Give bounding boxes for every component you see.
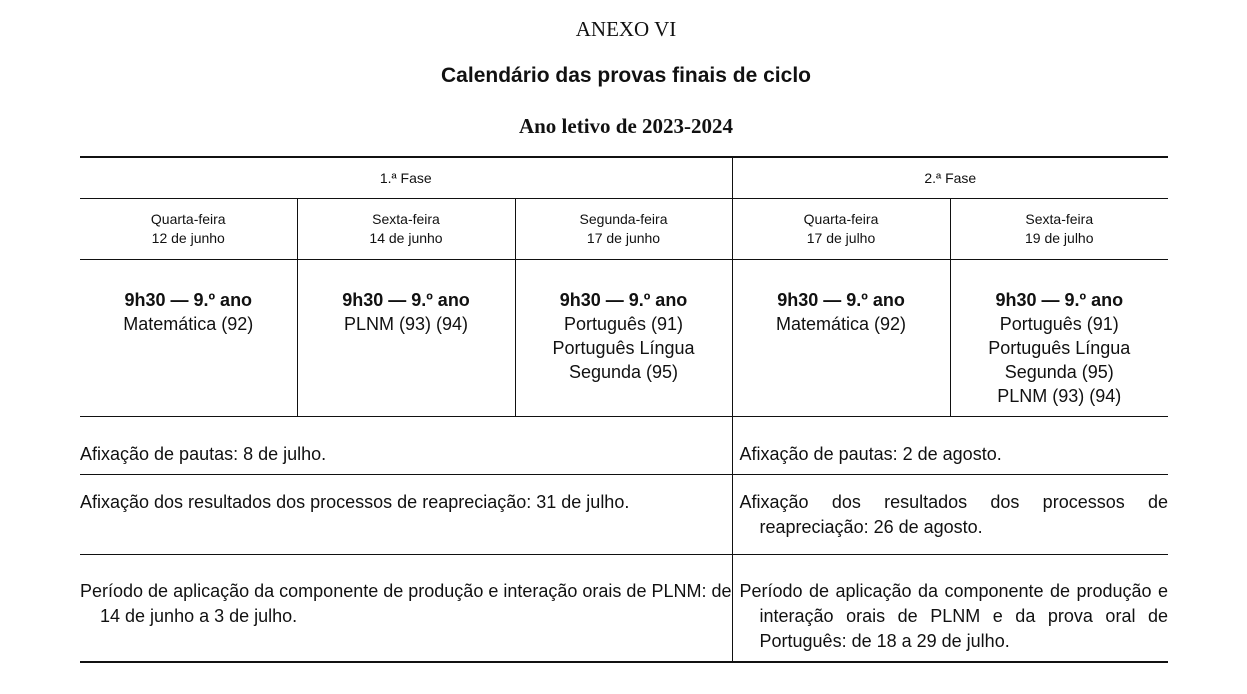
school-year: Ano letivo de 2023-2024 bbox=[518, 114, 734, 138]
exam-subject: Português (91) bbox=[999, 314, 1119, 334]
annex-label: ANEXO VI bbox=[575, 17, 677, 41]
document-title: Calendário das provas finais de ciclo bbox=[441, 64, 811, 87]
date: 12 de junho bbox=[151, 230, 225, 246]
phase-1-grades-posting bbox=[80, 417, 732, 475]
phase-1-review-results bbox=[80, 475, 732, 555]
note-text: Afixação dos resultados dos processos de reapreciação: 31 de julho. bbox=[80, 492, 630, 512]
phase-header-row bbox=[80, 157, 1168, 199]
date: 17 de julho bbox=[806, 230, 876, 246]
grades-posting-row bbox=[80, 417, 1168, 475]
phase-2-oral-period bbox=[732, 555, 1168, 662]
oral-component-row bbox=[80, 555, 1168, 662]
weekday: Quarta-feira bbox=[803, 211, 879, 227]
exam-subject: Segunda (95) bbox=[1004, 362, 1114, 382]
exam-subject: Matemática (92) bbox=[775, 314, 907, 334]
exam-subject: PLNM (93) (94) bbox=[343, 314, 469, 334]
day-cell bbox=[950, 199, 1168, 260]
weekday: Sexta-feira bbox=[1025, 211, 1094, 227]
exam-time: 9h30 — 9.º ano bbox=[342, 290, 470, 310]
date: 14 de junho bbox=[369, 230, 443, 246]
phase-2-review-results bbox=[732, 475, 1168, 555]
phase-1-oral-period bbox=[80, 555, 732, 662]
exam-subject: Português Língua bbox=[988, 338, 1131, 358]
exam-subject: Segunda (95) bbox=[568, 362, 679, 382]
exam-subject: PLNM (93) (94) bbox=[997, 386, 1122, 406]
weekday: Quarta-feira bbox=[150, 211, 226, 227]
exam-calendar-table bbox=[80, 156, 1168, 663]
note-text: Afixação de pautas: 8 de julho. bbox=[80, 444, 327, 464]
exam-cell bbox=[515, 260, 732, 417]
weekday: Segunda-feira bbox=[579, 211, 668, 227]
exams-row bbox=[80, 260, 1168, 417]
date: 17 de junho bbox=[586, 230, 661, 246]
exam-subject: Português Língua bbox=[552, 338, 695, 358]
note-text: Afixação dos resultados dos processos de reapreciação: 26 de agosto. bbox=[739, 492, 1169, 537]
exam-cell bbox=[950, 260, 1168, 417]
phase-2-grades-posting bbox=[732, 417, 1168, 475]
phase-2-header: 2.ª Fase bbox=[732, 157, 1168, 199]
note-text: Período de aplicação da componente de produção e interação orais de PLNM e da prova oral de Português: de 18 a 29 de julho. bbox=[739, 581, 1169, 651]
exam-cell bbox=[80, 260, 297, 417]
exam-subject: Matemática (92) bbox=[123, 314, 254, 334]
day-cell bbox=[732, 199, 950, 260]
date: 19 de julho bbox=[1025, 230, 1094, 246]
note-text: Afixação de pautas: 2 de agosto. bbox=[739, 444, 1002, 464]
review-results-row bbox=[80, 475, 1168, 555]
phase-1-header: 1.ª Fase bbox=[80, 157, 732, 199]
note-text: Período de aplicação da componente de produção e interação orais de PLNM: de 14 de junho a 3 de julho. bbox=[80, 581, 732, 626]
day-cell bbox=[297, 199, 515, 260]
days-row bbox=[80, 199, 1168, 260]
exam-subject: Português (91) bbox=[563, 314, 684, 334]
exam-time: 9h30 — 9.º ano bbox=[995, 290, 1124, 310]
exam-time: 9h30 — 9.º ano bbox=[559, 290, 688, 310]
day-cell bbox=[515, 199, 732, 260]
weekday: Sexta-feira bbox=[372, 211, 440, 227]
exam-cell bbox=[732, 260, 950, 417]
exam-time: 9h30 — 9.º ano bbox=[777, 290, 905, 310]
day-cell bbox=[80, 199, 297, 260]
exam-time: 9h30 — 9.º ano bbox=[124, 290, 253, 310]
exam-cell bbox=[297, 260, 515, 417]
